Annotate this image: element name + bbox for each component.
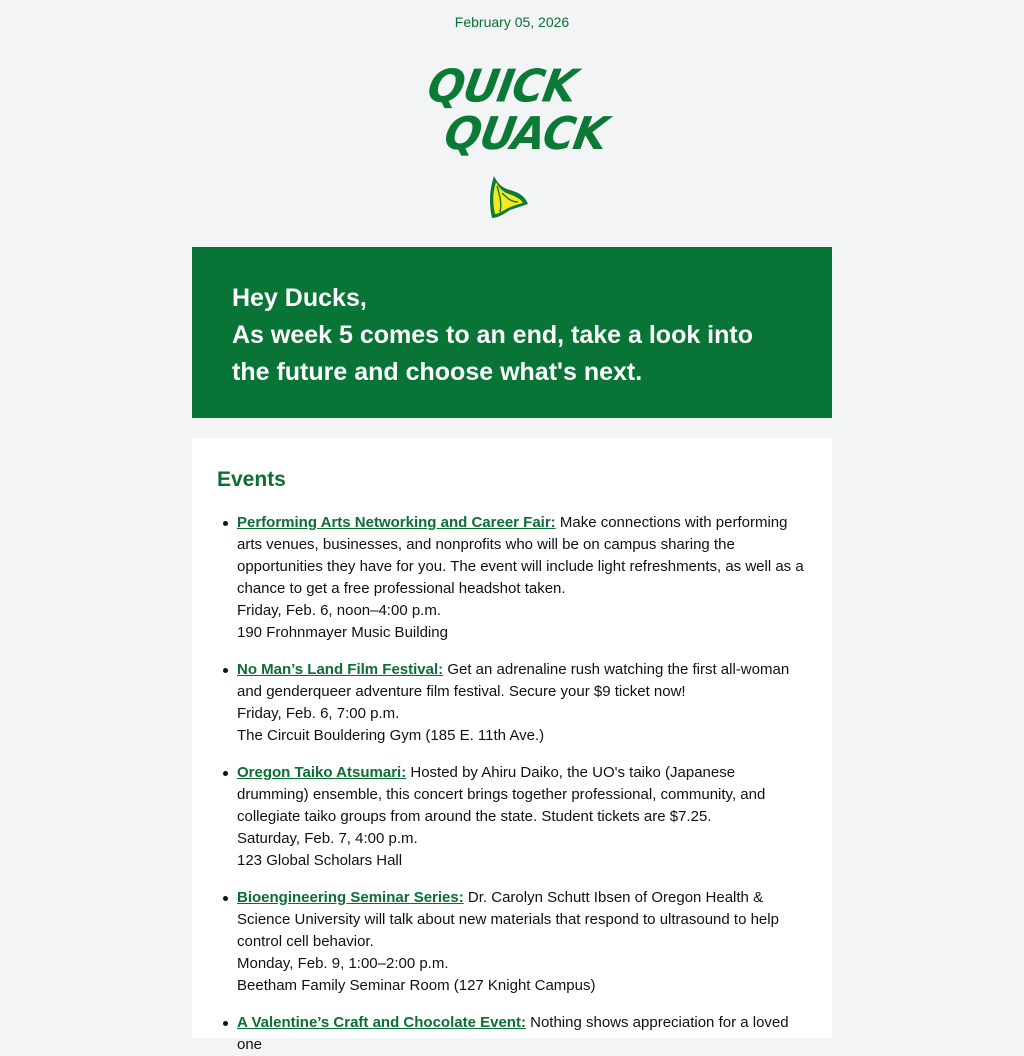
- event-location: The Circuit Bouldering Gym (185 E. 11th Ave.): [237, 727, 545, 744]
- list-item: [237, 762, 807, 872]
- event-location: 123 Global Scholars Hall: [237, 852, 403, 869]
- hero-greeting: Hey Ducks,: [232, 284, 367, 312]
- bullet-icon: [223, 771, 228, 776]
- event-time: Saturday, Feb. 7, 4:00 p.m.: [237, 830, 418, 847]
- event-description: Nothing shows appreciation for a loved one: [237, 1014, 789, 1053]
- events-heading: Events: [217, 468, 286, 491]
- event-link-career-fair[interactable]: Performing Arts Networking and Career Fair:: [237, 514, 556, 531]
- events-section: [192, 438, 832, 1053]
- bullet-icon: [223, 668, 228, 673]
- list-item: [237, 512, 807, 644]
- logo-line-quick: QUICK: [423, 60, 581, 114]
- event-location: 190 Frohnmayer Music Building: [237, 624, 448, 641]
- event-description: Make connections with performing arts venues, businesses, and nonprofits who will be on campus sharing the opportunities they have for you. The event will include light refreshments, as well as a chance to get a free professional headshot taken.: [237, 514, 804, 597]
- bullet-icon: [223, 521, 228, 526]
- hero-banner: [192, 247, 832, 418]
- logo-line-quack: QUACK: [440, 107, 612, 161]
- event-time: Friday, Feb. 6, noon–4:00 p.m.: [237, 602, 442, 619]
- logo-wordmark: [405, 60, 619, 161]
- list-item: [237, 887, 807, 997]
- event-time: Monday, Feb. 9, 1:00–2:00 p.m.: [237, 955, 449, 972]
- event-description: Get an adrenaline rush watching the first all-woman and genderqueer adventure film festival. Secure your $9 ticket now!: [237, 661, 790, 700]
- event-link-valentines[interactable]: A Valentine’s Craft and Chocolate Event:: [237, 1014, 526, 1031]
- hero-message: As week 5 comes to an end, take a look into the future and choose what's next.: [232, 321, 753, 386]
- events-list: [217, 512, 807, 1056]
- list-item: [237, 1012, 807, 1056]
- event-link-film-festival[interactable]: No Man’s Land Film Festival:: [237, 661, 444, 678]
- event-location: Beetham Family Seminar Room (127 Knight Campus): [237, 977, 596, 994]
- bullet-icon: [223, 896, 228, 901]
- duck-foot-icon: [488, 174, 530, 220]
- bullet-icon: [223, 1021, 228, 1026]
- quick-quack-logo: [0, 60, 1024, 161]
- event-description: Hosted by Ahiru Daiko, the UO's taiko (Japanese drumming) ensemble, this concert brings together professional, community, and collegiate taiko groups from around the state. Student tickets are $7.25.: [237, 764, 766, 825]
- event-link-bioengineering[interactable]: Bioengineering Seminar Series:: [237, 889, 464, 906]
- newsletter-date: February 05, 2026: [454, 14, 570, 30]
- list-item: [237, 659, 807, 747]
- event-link-taiko[interactable]: Oregon Taiko Atsumari:: [237, 764, 407, 781]
- event-description: Dr. Carolyn Schutt Ibsen of Oregon Health & Science University will talk about new materials that respond to ultrasound to help control cell behavior.: [237, 889, 779, 950]
- event-time: Friday, Feb. 6, 7:00 p.m.: [237, 705, 400, 722]
